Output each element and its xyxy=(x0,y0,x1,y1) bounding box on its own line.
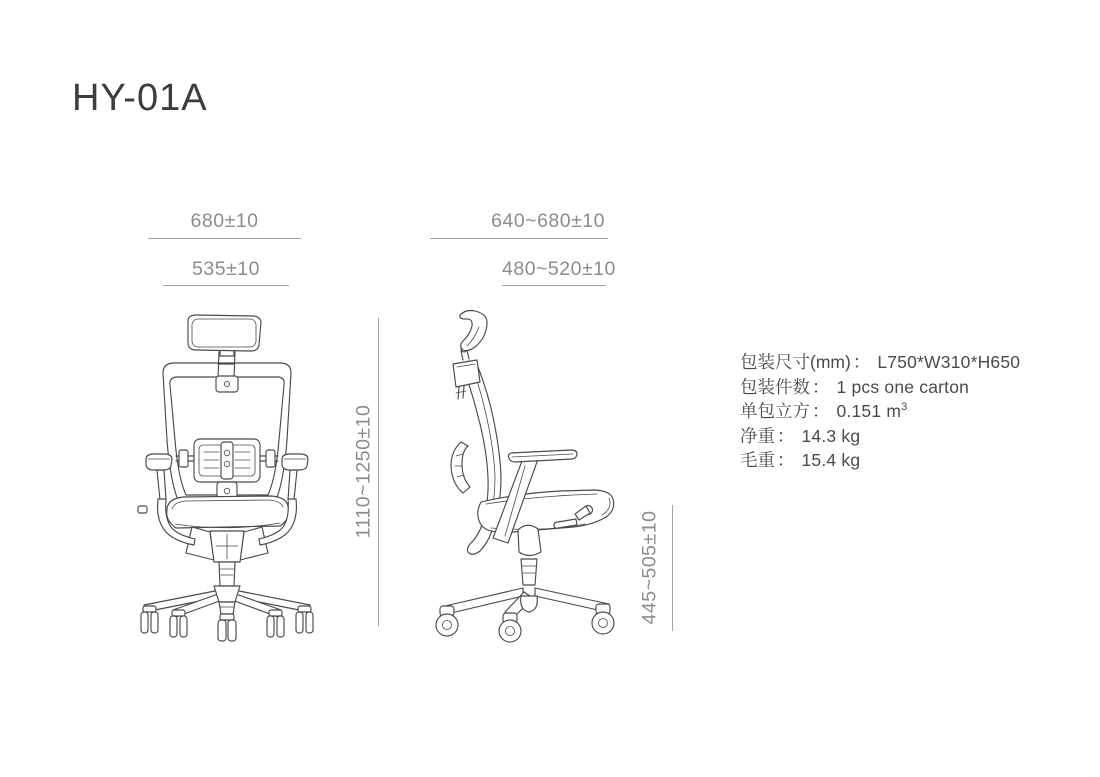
chair-side-view-svg xyxy=(425,300,625,650)
spec-value: 14.3 kg xyxy=(801,425,861,446)
spec-label: 毛重 xyxy=(740,450,775,470)
spec-label: 包装件数 xyxy=(740,376,810,397)
product-model-title: HY-01A xyxy=(72,77,208,119)
front-overall-width-dimension-line xyxy=(148,238,301,239)
spec-separator: ： xyxy=(812,376,830,397)
chair-side-view-drawing xyxy=(425,300,625,650)
spec-separator: ： xyxy=(852,352,871,372)
side-seat-height-dimension: 445~505±10 xyxy=(638,510,661,625)
front-overall-width-dimension: 680±10 xyxy=(190,210,259,232)
spec-separator: ： xyxy=(812,401,830,421)
spec-row-package-volume xyxy=(740,399,1020,424)
side-seat-height-dimension-line xyxy=(672,505,673,631)
spec-row-net-weight xyxy=(740,424,1020,449)
spec-value: 1 pcs one carton xyxy=(836,376,970,397)
spec-label: 净重 xyxy=(740,425,775,446)
spec-label: 包装尺寸(mm) xyxy=(740,352,851,372)
spec-row-package-size xyxy=(740,350,1020,375)
spec-row-package-quantity xyxy=(740,375,1020,400)
side-overall-depth-dimension: 640~680±10 xyxy=(491,210,605,232)
front-seat-width-dimension-line xyxy=(163,285,289,286)
spec-value: 0.151 m xyxy=(836,401,902,421)
chair-front-view-drawing xyxy=(130,300,340,650)
spec-value: 15.4 kg xyxy=(801,450,861,470)
spec-label: 单包立方 xyxy=(740,401,810,421)
front-overall-height-dimension-line xyxy=(378,318,379,626)
chair-front-view-svg xyxy=(130,300,340,650)
front-seat-width-dimension: 535±10 xyxy=(192,258,260,280)
spec-separator: ： xyxy=(777,425,795,446)
side-seat-depth-dimension-line xyxy=(502,285,606,286)
side-seat-depth-dimension: 480~520±10 xyxy=(502,258,616,280)
spec-value-superscript: 3 xyxy=(901,401,908,414)
spec-row-gross-weight xyxy=(740,448,1020,473)
spec-value: L750*W310*H650 xyxy=(877,352,1021,372)
front-overall-height-dimension: 1110~1250±10 xyxy=(352,404,375,539)
spec-separator: ： xyxy=(777,450,795,470)
side-overall-depth-dimension-line xyxy=(430,238,608,239)
packaging-spec-block xyxy=(740,350,1020,473)
